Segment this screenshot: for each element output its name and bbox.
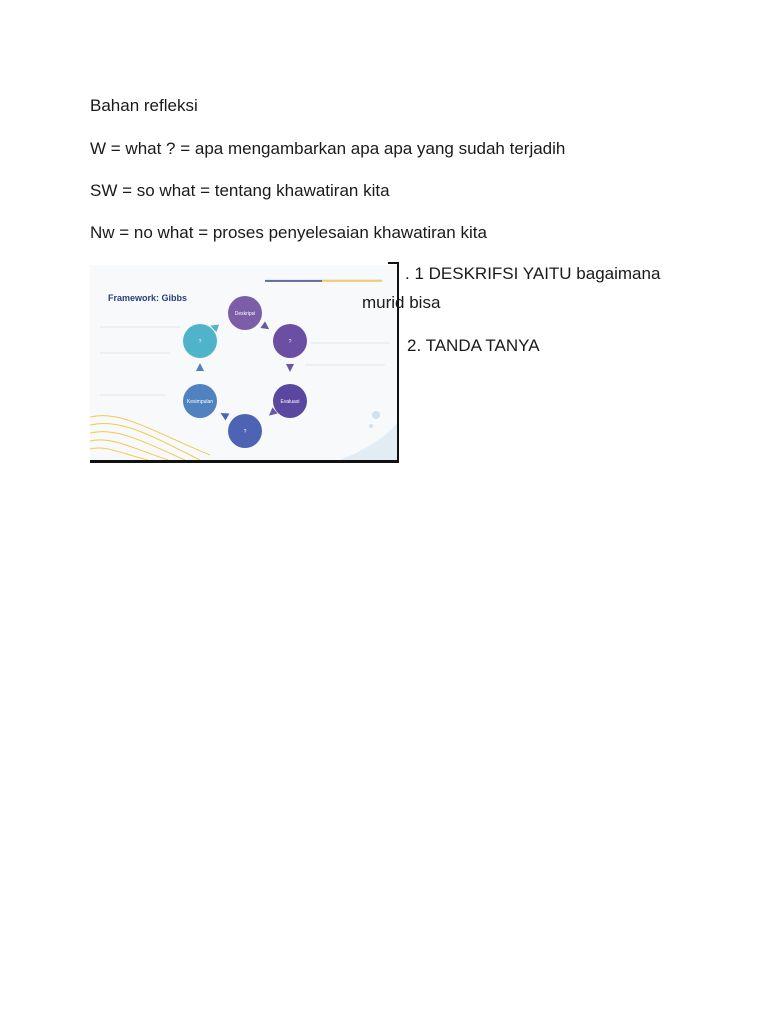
svg-text:Kesimpulan: Kesimpulan	[186, 399, 214, 405]
wave-decoration	[90, 416, 210, 460]
definition-what: W = what ? = apa mengambarkan apa apa yang sudah terjadih	[90, 139, 566, 158]
slide-title: Framework: Gibbs	[108, 293, 188, 303]
gibbs-slide-image	[90, 265, 399, 463]
svg-text:?: ?	[198, 339, 202, 345]
note-deskripsi: . 1 DESKRIFSI YAITU bagaimana	[405, 264, 661, 283]
image-border-tick	[388, 262, 397, 264]
note-tanda-tanya: 2. TANDA TANYA	[407, 336, 540, 355]
node-kesimpulan	[183, 384, 217, 418]
node-analysis	[228, 414, 262, 448]
svg-text:Deskripsi: Deskripsi	[234, 311, 256, 317]
svg-text:?: ?	[243, 429, 247, 435]
svg-text:?: ?	[288, 339, 292, 345]
note-murid-bisa: murid bisa	[362, 293, 441, 312]
node-evaluasi	[273, 384, 307, 418]
svg-text:Evaluasi: Evaluasi	[280, 399, 300, 405]
dot-decoration	[372, 411, 380, 419]
definition-so-what: SW = so what = tentang khawatiran kita	[90, 181, 390, 200]
definition-now-what: Nw = no what = proses penyelesaian khawatiran kita	[90, 223, 487, 242]
heading-bahan-refleksi: Bahan refleksi	[90, 96, 198, 115]
node-deskripsi	[228, 296, 262, 330]
node-action-plan	[183, 324, 217, 358]
node-feelings	[273, 324, 307, 358]
